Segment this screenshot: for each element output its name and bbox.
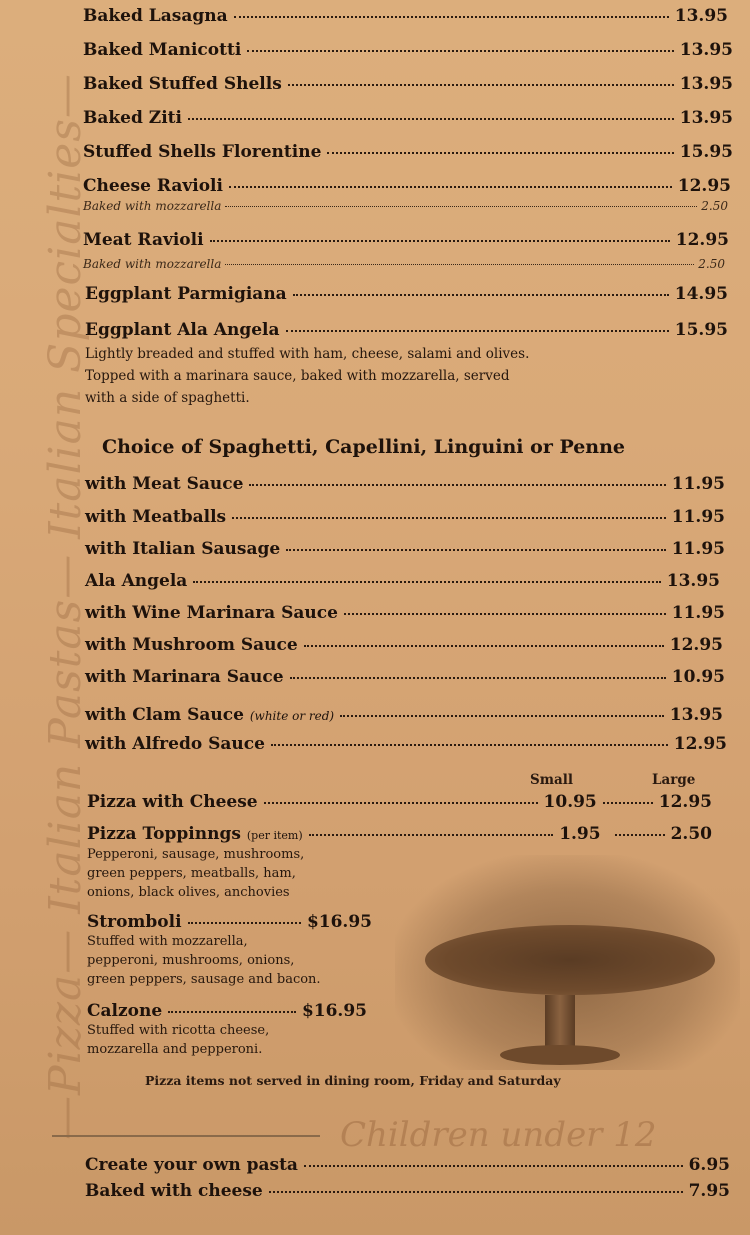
menu-item <box>83 230 729 250</box>
item-price-large: 12.95 <box>658 792 712 812</box>
leader-dots <box>264 802 538 804</box>
menu-item <box>85 603 725 623</box>
item-price: $16.95 <box>306 912 372 932</box>
item-name: Pizza with Cheese <box>87 792 258 812</box>
item-price: 15.95 <box>679 142 733 162</box>
subitem-name: Baked with mozzarella <box>83 257 222 271</box>
leader-dots <box>293 294 669 296</box>
item-name: with Mushroom Sauce <box>85 635 298 655</box>
leader-dots <box>304 1165 683 1167</box>
item-description <box>85 343 685 409</box>
leader-dots <box>603 802 653 804</box>
menu-subitem <box>83 199 728 213</box>
leader-dots <box>188 922 301 924</box>
item-price: 12.95 <box>669 635 723 655</box>
pizza-note: Pizza items not served in dining room, Friday and Saturday <box>145 1073 561 1088</box>
item-name: Baked Ziti <box>83 108 182 128</box>
menu-item <box>83 40 733 60</box>
leader-dots <box>344 613 666 615</box>
item-price: 11.95 <box>671 539 725 559</box>
item-price: 12.95 <box>673 734 727 754</box>
leader-dots <box>210 240 670 242</box>
item-note: (per item) <box>246 829 303 842</box>
item-name: Eggplant Ala Angela <box>85 320 280 340</box>
leader-dots <box>340 715 664 717</box>
item-price: 11.95 <box>671 507 725 527</box>
description-line: green peppers, sausage and bacon. <box>87 972 321 987</box>
menu-item <box>87 1001 367 1021</box>
leader-dots <box>269 1191 683 1193</box>
item-name: Eggplant Parmigiana <box>85 284 287 304</box>
leader-dots <box>290 677 666 679</box>
item-price: 15.95 <box>674 320 728 340</box>
menu-item <box>83 108 733 128</box>
item-name: Stromboli <box>87 912 182 932</box>
item-price: 11.95 <box>671 474 725 494</box>
menu-item <box>85 734 727 754</box>
divider <box>52 1135 320 1137</box>
leader-dots <box>327 152 673 154</box>
item-price: 13.95 <box>669 705 723 725</box>
leader-dots <box>188 118 674 120</box>
item-price: 13.95 <box>679 108 733 128</box>
item-description <box>87 845 304 902</box>
menu-item <box>85 320 728 340</box>
leader-dots <box>286 330 669 332</box>
item-name: with Alfredo Sauce <box>85 734 265 754</box>
description-line: pepperoni, mushrooms, onions, <box>87 953 295 968</box>
item-name: Baked Stuffed Shells <box>83 74 282 94</box>
pasta-heading: Choice of Spaghetti, Capellini, Linguini or Penne <box>102 436 626 458</box>
item-name: with Meatballs <box>85 507 227 527</box>
subitem-name: Baked with mozzarella <box>83 199 222 213</box>
description-line: mozzarella and pepperoni. <box>87 1042 263 1057</box>
item-name: Baked Manicotti <box>83 40 242 60</box>
item-description <box>87 932 321 989</box>
menu-item <box>87 912 372 932</box>
menu-item <box>87 792 712 812</box>
leader-dots <box>288 84 674 86</box>
leader-dots <box>232 517 666 519</box>
menu-item <box>85 284 728 304</box>
size-small-label: Small <box>530 772 574 788</box>
item-price-large: 2.50 <box>670 824 712 844</box>
menu-subitem <box>83 257 725 271</box>
item-price-small: 1.95 <box>559 824 601 844</box>
size-large-label: Large <box>652 772 696 788</box>
item-price: 13.95 <box>679 40 733 60</box>
item-name: with Meat Sauce <box>85 474 244 494</box>
description-line: Pepperoni, sausage, mushrooms, <box>87 847 305 862</box>
leader-dots <box>225 206 697 207</box>
description-line: onions, black olives, anchovies <box>87 885 290 900</box>
leader-dots <box>309 834 554 836</box>
item-name: Create your own pasta <box>85 1155 298 1175</box>
item-name: Baked Lasagna <box>83 6 228 26</box>
leader-dots <box>247 50 673 52</box>
item-price: 13.95 <box>674 6 728 26</box>
menu-item <box>83 176 731 196</box>
item-price: 10.95 <box>671 667 725 687</box>
menu-item <box>83 6 728 26</box>
menu-item <box>85 635 723 655</box>
leader-dots <box>249 484 665 486</box>
item-name: Stuffed Shells Florentine <box>83 142 322 162</box>
leader-dots <box>234 16 669 18</box>
description-line: green peppers, meatballs, ham, <box>87 866 296 881</box>
description-line: Stuffed with ricotta cheese, <box>87 1023 270 1038</box>
item-name: Pizza Toppinngs <box>87 824 241 844</box>
item-note: (white or red) <box>249 709 335 723</box>
item-price: 12.95 <box>675 230 729 250</box>
item-name: Meat Ravioli <box>83 230 204 250</box>
item-name: with Wine Marinara Sauce <box>85 603 338 623</box>
pizza-pie <box>425 925 715 995</box>
item-price: $16.95 <box>301 1001 367 1021</box>
pizza-stand-base <box>500 1045 620 1065</box>
item-price: 12.95 <box>677 176 731 196</box>
item-name: with Clam Sauce <box>85 705 244 725</box>
menu-item <box>85 474 725 494</box>
menu-item <box>83 142 733 162</box>
item-price: 13.95 <box>679 74 733 94</box>
menu-item <box>85 705 723 725</box>
subitem-price: 2.50 <box>701 199 728 213</box>
item-name: with Italian Sausage <box>85 539 281 559</box>
item-description <box>87 1021 269 1059</box>
menu-item <box>85 507 725 527</box>
menu-item <box>85 1181 730 1201</box>
leader-dots <box>168 1011 296 1013</box>
leader-dots <box>615 834 665 836</box>
menu-item <box>85 1155 730 1175</box>
menu-item <box>85 571 720 591</box>
description-line: Lightly breaded and stuffed with ham, cheese, salami and olives. <box>85 346 530 362</box>
description-line: with a side of spaghetti. <box>85 390 250 406</box>
description-line: Topped with a marinara sauce, baked with mozzarella, served <box>85 368 510 384</box>
item-name: Cheese Ravioli <box>83 176 223 196</box>
item-name: Baked with cheese <box>85 1181 263 1201</box>
item-name: with Marinara Sauce <box>85 667 284 687</box>
item-price-small: 10.95 <box>543 792 597 812</box>
leader-dots <box>271 744 668 746</box>
leader-dots <box>286 549 666 551</box>
children-heading: Children under 12 <box>340 1115 657 1155</box>
menu-item <box>83 74 733 94</box>
menu-item <box>85 539 725 559</box>
pizza-photo <box>395 855 740 1070</box>
menu-item <box>87 824 712 844</box>
item-price: 13.95 <box>666 571 720 591</box>
item-price: 7.95 <box>688 1181 730 1201</box>
item-price: 11.95 <box>671 603 725 623</box>
sidebar-section-label: —Pizza— Italian Pastas— Italian Specialties— <box>40 73 91 1140</box>
leader-dots <box>304 645 664 647</box>
item-name: Ala Angela <box>85 571 188 591</box>
menu-item <box>85 667 725 687</box>
item-price: 14.95 <box>674 284 728 304</box>
leader-dots <box>225 264 694 265</box>
subitem-price: 2.50 <box>698 257 725 271</box>
description-line: Stuffed with mozzarella, <box>87 934 248 949</box>
leader-dots <box>229 186 672 188</box>
item-name: Calzone <box>87 1001 163 1021</box>
item-price: 6.95 <box>688 1155 730 1175</box>
leader-dots <box>193 581 660 583</box>
